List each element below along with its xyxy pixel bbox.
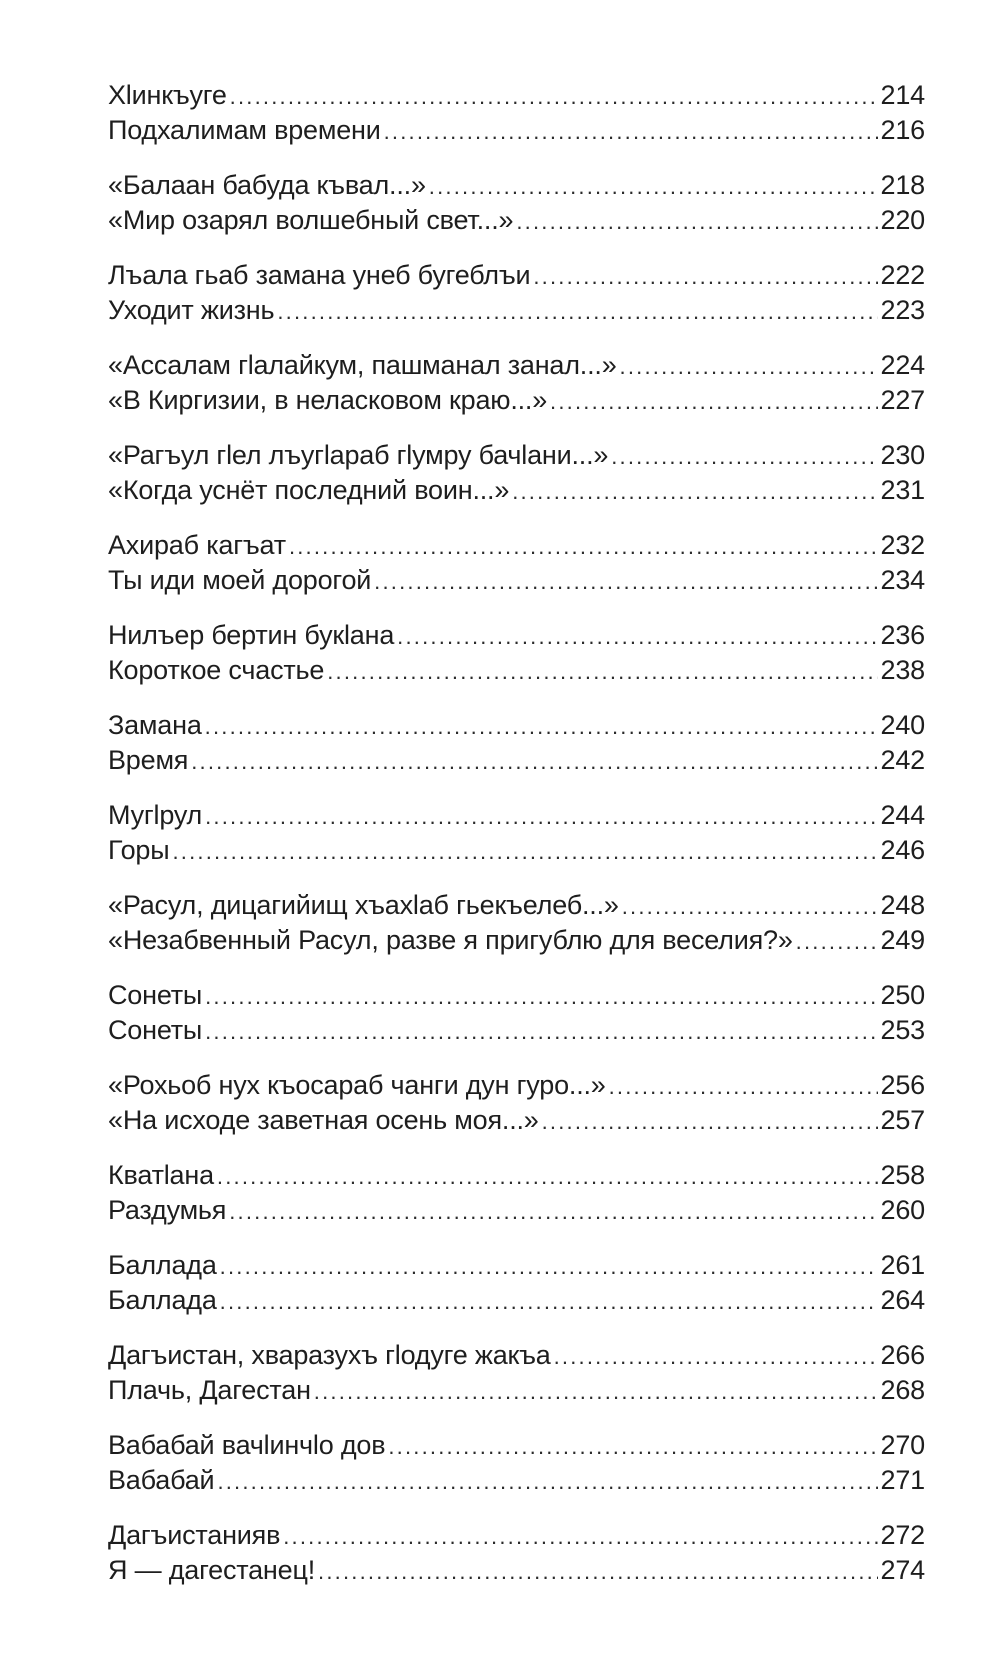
toc-entry-title: Кватlана: [108, 1160, 214, 1190]
toc-entry: [108, 923, 925, 958]
toc-entry-page-number: 257: [880, 1104, 925, 1135]
toc-entry-page-number: 248: [880, 890, 925, 920]
toc-entry-title: Подхалимам времени: [108, 114, 381, 145]
toc-entry: [108, 203, 925, 238]
toc-entry: [108, 978, 925, 1013]
toc-entry: [108, 708, 925, 743]
toc-entry-page-number: 230: [880, 440, 925, 470]
toc-entry: [108, 563, 925, 598]
toc-entry-title: Баллада: [108, 1250, 217, 1280]
toc-entry: [108, 528, 925, 563]
dot-leader: [205, 1015, 877, 1050]
toc-entry-title: Горы: [108, 834, 170, 865]
toc-entry: [108, 1338, 925, 1373]
toc-entry-page-number: 253: [880, 1014, 925, 1045]
toc-entry: [108, 1428, 925, 1463]
dot-leader: [229, 1195, 877, 1230]
toc-group: [108, 1158, 925, 1227]
toc-entry-page-number: 249: [880, 924, 925, 955]
dot-leader: [609, 1070, 878, 1105]
toc-entry-title: «Ассалам гlалайкум, пашманал занал...»: [108, 350, 617, 380]
toc-entry-page-number: 234: [880, 564, 925, 595]
toc-entry-page-number: 238: [880, 654, 925, 685]
toc-entry: [108, 383, 925, 418]
dot-leader: [611, 440, 877, 475]
toc-group: [108, 1338, 925, 1407]
toc-group: [108, 438, 925, 507]
dot-leader: [620, 350, 878, 385]
toc-entry-page-number: 271: [880, 1464, 925, 1495]
toc-entry-title: Вабабай вачlинчlо дов: [108, 1430, 386, 1460]
toc-entry-title: Плачь, Дагестан: [108, 1374, 311, 1405]
toc-entry-title: «Расул, дицагийищ хъахlаб гьекъелеб...»: [108, 890, 619, 920]
toc-entry-title: «Мир озарял волшебный свет...»: [108, 204, 514, 235]
dot-leader: [205, 800, 877, 835]
toc-entry-page-number: 214: [880, 80, 925, 110]
dot-leader: [205, 710, 878, 745]
toc-entry-page-number: 256: [880, 1070, 925, 1100]
dot-leader: [796, 925, 878, 960]
dot-leader: [533, 260, 877, 295]
toc-entry-page-number: 231: [880, 474, 925, 505]
toc-entry-page-number: 266: [880, 1340, 925, 1370]
toc-entry-page-number: 232: [880, 530, 925, 560]
toc-entry-title: «На исходе заветная осень моя...»: [108, 1104, 539, 1135]
dot-leader: [388, 1430, 877, 1465]
toc-entry: [108, 888, 925, 923]
toc-entry: [108, 653, 925, 688]
toc-entry-title: Дагъистан, хваразухъ гlодуге жакъа: [108, 1340, 551, 1370]
toc-entry: [108, 293, 925, 328]
toc-entry-page-number: 250: [880, 980, 925, 1010]
toc-entry-title: «В Киргизии, в неласковом краю...»: [108, 384, 548, 415]
dot-leader: [397, 620, 877, 655]
dot-leader: [512, 475, 877, 510]
dot-leader: [191, 745, 877, 780]
toc-entry-page-number: 240: [880, 710, 925, 740]
toc-entry-page-number: 223: [880, 294, 925, 325]
toc-entry-page-number: 222: [880, 260, 925, 290]
toc-entry-title: Сонеты: [108, 1014, 203, 1045]
toc-entry-page-number: 272: [880, 1520, 925, 1550]
table-of-contents: [108, 78, 925, 1608]
toc-entry-page-number: 264: [880, 1284, 925, 1315]
dot-leader: [205, 980, 877, 1015]
dot-leader: [554, 1340, 878, 1375]
toc-entry-page-number: 268: [880, 1374, 925, 1405]
toc-entry-title: Лъала гьаб замана унеб бугеблъи: [108, 260, 531, 290]
toc-entry-title: Раздумья: [108, 1194, 227, 1225]
toc-entry-page-number: 246: [880, 834, 925, 865]
toc-entry-page-number: 218: [880, 170, 925, 200]
toc-entry: [108, 1518, 925, 1553]
toc-entry: [108, 1103, 925, 1138]
toc-group: [108, 798, 925, 867]
dot-leader: [384, 115, 878, 150]
toc-entry-page-number: 274: [880, 1554, 925, 1585]
toc-entry-title: «Незабвенный Расул, разве я пригублю для веселия?»: [108, 924, 793, 955]
toc-entry-title: Уходит жизнь: [108, 294, 275, 325]
toc-entry: [108, 1463, 925, 1498]
toc-entry-page-number: 236: [880, 620, 925, 650]
toc-group: [108, 708, 925, 777]
toc-entry-title: Ты иди моей дорогой: [108, 564, 372, 595]
dot-leader: [220, 1250, 878, 1285]
toc-entry-title: Баллада: [108, 1284, 217, 1315]
toc-entry: [108, 78, 925, 113]
toc-group: [108, 978, 925, 1047]
toc-entry-title: Я — дагестанец!: [108, 1554, 316, 1585]
toc-entry: [108, 438, 925, 473]
toc-entry-title: Ахираб кагъат: [108, 530, 286, 560]
toc-entry: [108, 348, 925, 383]
toc-entry: [108, 1283, 925, 1318]
toc-entry: [108, 618, 925, 653]
toc-entry: [108, 1068, 925, 1103]
toc-entry-page-number: 220: [880, 204, 925, 235]
dot-leader: [283, 1520, 877, 1555]
toc-group: [108, 1518, 925, 1587]
dot-leader: [429, 170, 878, 205]
toc-entry-page-number: 270: [880, 1430, 925, 1460]
toc-group: [108, 348, 925, 417]
dot-leader: [622, 890, 878, 925]
toc-entry-title: Короткое счастье: [108, 654, 325, 685]
toc-group: [108, 1428, 925, 1497]
toc-entry: [108, 833, 925, 868]
toc-entry-page-number: 260: [880, 1194, 925, 1225]
toc-entry: [108, 743, 925, 778]
toc-entry-page-number: 244: [880, 800, 925, 830]
toc-entry: [108, 1158, 925, 1193]
toc-entry-title: Мугlрул: [108, 800, 203, 830]
dot-leader: [550, 385, 878, 420]
dot-leader: [314, 1375, 878, 1410]
toc-entry: [108, 1193, 925, 1228]
dot-leader: [516, 205, 877, 240]
toc-entry-page-number: 242: [880, 744, 925, 775]
toc-group: [108, 528, 925, 597]
dot-leader: [318, 1555, 878, 1590]
toc-entry: [108, 1553, 925, 1588]
toc-entry: [108, 258, 925, 293]
toc-entry-title: Замана: [108, 710, 202, 740]
dot-leader: [217, 1465, 877, 1500]
toc-group: [108, 1248, 925, 1317]
toc-entry: [108, 113, 925, 148]
toc-entry-title: «Балаан бабуда къвал...»: [108, 170, 426, 200]
toc-entry-page-number: 216: [880, 114, 925, 145]
toc-group: [108, 168, 925, 237]
toc-entry: [108, 798, 925, 833]
toc-entry-title: Сонеты: [108, 980, 203, 1010]
toc-group: [108, 1068, 925, 1137]
dot-leader: [172, 835, 877, 870]
toc-entry: [108, 1013, 925, 1048]
toc-entry: [108, 1373, 925, 1408]
toc-entry-page-number: 261: [880, 1250, 925, 1280]
dot-leader: [220, 1285, 878, 1320]
dot-leader: [289, 530, 878, 565]
toc-entry-page-number: 258: [880, 1160, 925, 1190]
toc-entry: [108, 473, 925, 508]
dot-leader: [277, 295, 877, 330]
dot-leader: [374, 565, 877, 600]
dot-leader: [542, 1105, 878, 1140]
toc-group: [108, 618, 925, 687]
toc-entry-title: Время: [108, 744, 189, 775]
toc-entry-title: «Когда уснёт последний воин...»: [108, 474, 510, 505]
toc-entry-title: «Рагъул гlел лъугlараб гlумру бачlани...»: [108, 440, 609, 470]
toc-group: [108, 258, 925, 327]
toc-entry-page-number: 227: [880, 384, 925, 415]
toc-entry-title: Нилъер бертин букlана: [108, 620, 395, 650]
toc-entry-title: Вабабай: [108, 1464, 215, 1495]
toc-entry: [108, 168, 925, 203]
toc-entry-title: «Рохьоб нух къосараб чанги дун гуро...»: [108, 1070, 606, 1100]
toc-entry-page-number: 224: [880, 350, 925, 380]
toc-entry-title: Хlинкъуге: [108, 80, 227, 110]
toc-entry-title: Дагъистанияв: [108, 1520, 281, 1550]
toc-entry: [108, 1248, 925, 1283]
dot-leader: [217, 1160, 878, 1195]
dot-leader: [230, 80, 878, 115]
toc-group: [108, 78, 925, 147]
dot-leader: [327, 655, 877, 690]
toc-group: [108, 888, 925, 957]
